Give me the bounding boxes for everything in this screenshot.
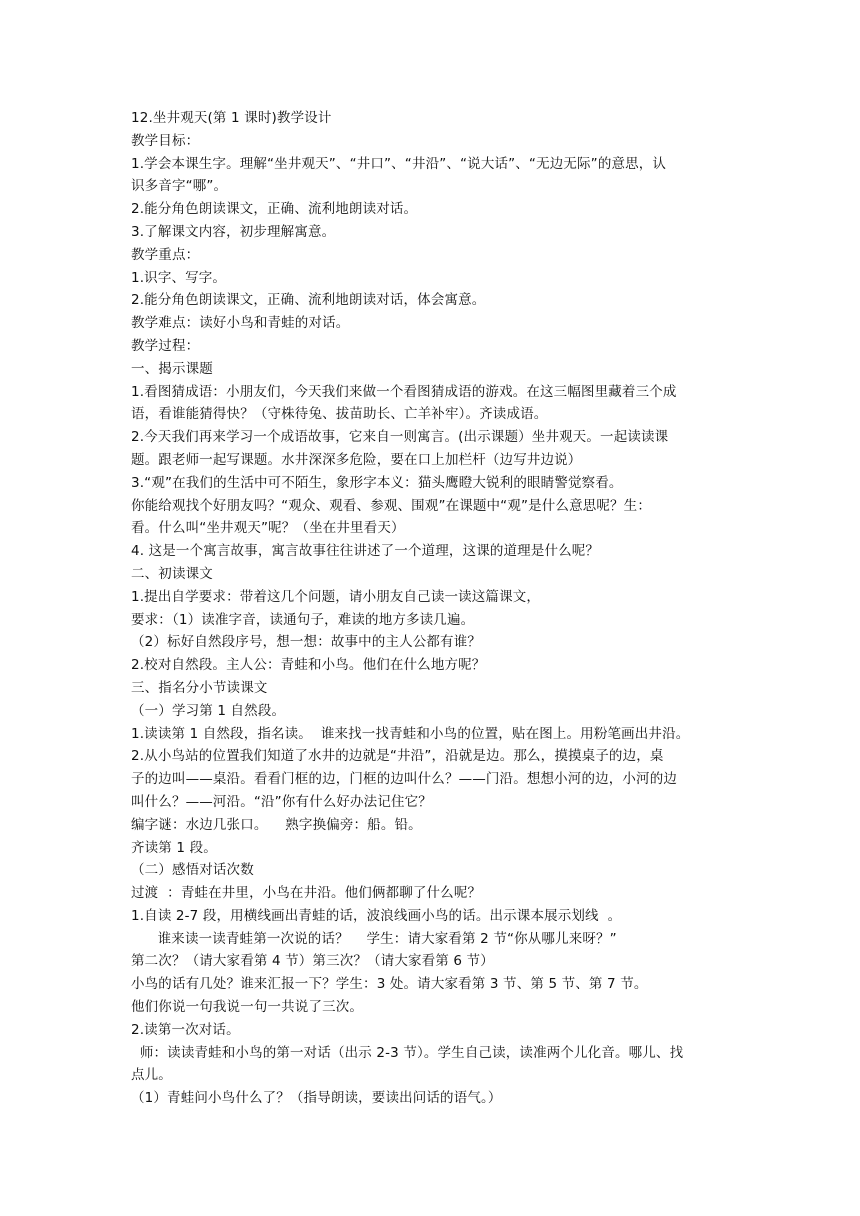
document-line: 叫什么？——河沿。“沿”你有什么好办法记住它？ <box>131 793 432 810</box>
document-line: 识多音字“哪”。 <box>131 178 228 195</box>
document-line: 过渡 ：青蛙在井里，小鸟在井沿。他们俩都聊了什么呢？ <box>131 885 482 902</box>
document-line: 2.能分角色朗读课文，正确、流利地朗读对话。 <box>131 201 418 218</box>
document-line: 1.自读 2-7 段，用横线画出青蛙的话，波浪线画小鸟的话。出示课本展示划线 。 <box>131 907 622 924</box>
document-line: 1.提出自学要求：带着这几个问题，请小朋友自己读一读这篇课文， <box>131 588 541 605</box>
document-line: 教学重点： <box>131 246 200 263</box>
document-line: 教学难点：读好小鸟和青蛙的对话。 <box>131 315 350 332</box>
document-line: （1）青蛙问小鸟什么了？（指导朗读，要读出问话的语气。） <box>131 1090 502 1107</box>
document-line: 他们你说一句我说一句一共说了三次。 <box>131 999 364 1016</box>
document-body <box>131 107 733 1110</box>
document-line: （二）感悟对话次数 <box>131 862 254 879</box>
document-line: 4. 这是一个寓言故事，寓言故事往往讲述了一个道理，这课的道理是什么呢？ <box>131 543 600 560</box>
document-line: 二、初读课文 <box>131 565 213 582</box>
document-line: 题。跟老师一起写课题。水井深深多危险，要在口上加栏杆（边写井边说） <box>131 451 582 468</box>
document-line: 2.从小鸟站的位置我们知道了水井的边就是“井沿”，沿就是边。那么，摸摸桌子的边，桌 <box>131 748 664 765</box>
document-line: 教学目标： <box>131 132 200 149</box>
document-line: 一、揭示课题 <box>131 360 213 377</box>
document-line: 点儿。 <box>131 1067 172 1084</box>
document-line: 3.“观”在我们的生活中可不陌生，象形字本义：猫头鹰瞪大锐利的眼睛警觉察看。 <box>131 474 623 491</box>
document-line: 齐读第 1 段。 <box>131 839 217 856</box>
document-line: 第二次？（请大家看第 4 节）第三次？（请大家看第 6 节） <box>131 953 494 970</box>
document-line: 谁来读一读青蛙第一次说的话？ 学生：请大家看第 2 节“你从哪儿来呀？” <box>131 930 617 947</box>
document-line: 要求：（1）读准字音，读通句子，难读的地方多读几遍。 <box>131 611 475 628</box>
document-line: 2.今天我们再来学习一个成语故事，它来自一则寓言。(出示课题）坐井观天。一起读读课 <box>131 429 669 446</box>
document-line: （一）学习第 1 自然段。 <box>131 702 286 719</box>
document-title: 12.坐井观天(第 1 课时)教学设计 <box>131 110 332 126</box>
document-line: 编字谜：水边几张口。 熟字换偏旁：船。铅。 <box>131 816 422 833</box>
document-line: 2.读第一次对话。 <box>131 1021 240 1038</box>
document-line: 2.校对自然段。主人公：青蛙和小鸟。他们在什么地方呢？ <box>131 657 486 674</box>
document-line: 小鸟的话有几处？谁来汇报一下？学生：3 处。请大家看第 3 节、第 5 节、第 7 节。 <box>131 976 648 993</box>
document-line: 语，看谁能猜得快？（守株待兔、拔苗助长、亡羊补牢）。齐读成语。 <box>131 406 548 423</box>
document-line: 1.学会本课生字。理解“坐井观天”、“井口”、“井沿”、“说大话”、“无边无际”的意思，认 <box>131 155 667 172</box>
document-line: 1.看图猜成语：小朋友们，今天我们来做一个看图猜成语的游戏。在这三幅图里藏着三个成 <box>131 383 677 400</box>
document-line: 教学过程： <box>131 337 200 354</box>
document-line: 3.了解课文内容，初步理解寓意。 <box>131 223 336 240</box>
document-line: 2.能分角色朗读课文，正确、流利地朗读对话，体会寓意。 <box>131 292 486 309</box>
document-line: 师：读读青蛙和小鸟的第一对话（出示 2-3 节）。学生自己读，读准两个儿化音。哪儿、找 <box>131 1044 684 1061</box>
document-line: 1.识字、写字。 <box>131 269 227 286</box>
document-line: 子的边叫——桌沿。看看门框的边，门框的边叫什么？——门沿。想想小河的边，小河的边 <box>131 771 677 788</box>
document-lines <box>131 130 733 1110</box>
document-line: 看。什么叫“坐井观天”呢？（坐在井里看天） <box>131 520 405 537</box>
document-line: （2）标好自然段序号，想一想：故事中的主人公都有谁？ <box>131 634 481 651</box>
document-line: 三、指名分小节读课文 <box>131 679 268 696</box>
document-line: 你能给观找个好朋友吗？“观众、观看、参观、围观”在课题中“观”是什么意思呢？生： <box>131 497 651 514</box>
document-line: 1.读读第 1 自然段，指名读。 谁来找一找青蛙和小鸟的位置，贴在图上。用粉笔画出井沿。 <box>131 725 690 742</box>
